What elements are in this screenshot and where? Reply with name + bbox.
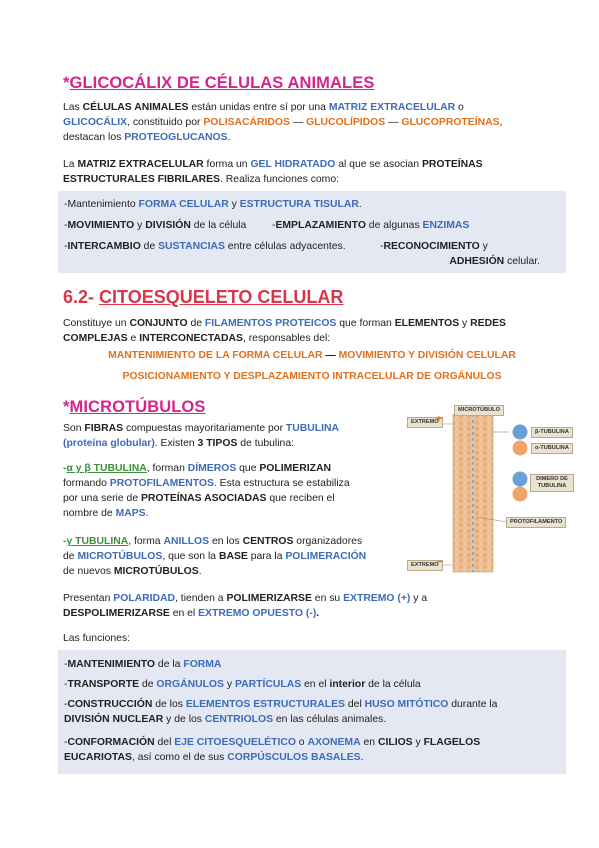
text: DESPOLIMERIZARSE [63, 608, 170, 619]
text: POSICIONAMIENTO Y DESPLAZAMIENTO INTRACELULAR DE ORGÁNULOS [122, 371, 502, 382]
text: de la [155, 659, 184, 670]
text: COMPLEJAS [63, 333, 128, 344]
text: , tienden a [175, 593, 227, 604]
text: - [64, 220, 68, 231]
section-title-citoesqueleto [63, 287, 343, 308]
text: EMPLAZAMIENTO [275, 220, 366, 231]
text: MOVIMIENTO Y DIVISIÓN CELULAR [338, 350, 516, 361]
text: FILAMENTOS PROTEICOS [204, 318, 337, 329]
text: , así como el de sus [131, 752, 228, 763]
text: GLICOCÁLIX [63, 117, 128, 128]
text: destacan los [63, 132, 125, 143]
text: celular. [504, 256, 540, 267]
text: — [322, 350, 339, 361]
text: y [412, 737, 424, 748]
text: POLISACÁRIDOS [203, 117, 290, 128]
text: de [140, 241, 159, 252]
text: en su [311, 593, 344, 604]
text: . [358, 199, 362, 210]
text: de [63, 551, 78, 562]
functions-line-3 [64, 239, 384, 254]
paragraph-glicocalix [63, 100, 543, 145]
text: Las funciones: [63, 633, 131, 644]
section-number: 6.2- [63, 287, 100, 307]
text: del [154, 737, 175, 748]
text: DIVISIÓN [145, 220, 191, 231]
text: -Mantenimiento [64, 199, 139, 210]
text: de algunas [365, 220, 423, 231]
text: CORPÚSCULOS BASALES [227, 752, 361, 763]
text: CENTRIOLOS [204, 714, 274, 725]
text: DIMERO DE TUBULINA [536, 476, 568, 489]
text: y a [410, 593, 428, 604]
text: PROTEÍNAS [421, 159, 483, 170]
text: , forman [146, 463, 188, 474]
text: en los [209, 536, 243, 547]
text: están unidas entre sí por una [188, 102, 329, 113]
text: - [63, 536, 67, 547]
section-title-microtubulos [63, 398, 205, 417]
text: FLAGELOS [423, 737, 481, 748]
text: EUCARIOTAS [64, 752, 132, 763]
text: que forman [336, 318, 395, 329]
text: de [139, 679, 157, 690]
functions-line-1 [64, 197, 564, 212]
text: TRANSPORTE [67, 679, 140, 690]
text: — [289, 117, 307, 128]
text: - [64, 699, 68, 710]
text: INTERCAMBIO [67, 241, 141, 252]
text: PROTEÍNAS ASOCIADAS [140, 493, 267, 504]
text: POLIMERACIÓN [285, 551, 367, 562]
text: y [228, 199, 240, 210]
text: γ TUBULINA [66, 536, 129, 547]
text: CILIOS [377, 737, 413, 748]
beta-tubulin-icon [513, 425, 528, 440]
alpha-tubulin-icon [513, 441, 528, 456]
text: . Realiza funciones como: [220, 174, 340, 185]
text: de [187, 318, 205, 329]
text: PROTOFILAMENTOS [109, 478, 214, 489]
functions-intro [63, 631, 130, 646]
text: Presentan [63, 593, 114, 604]
text: - [64, 659, 68, 670]
text: PROTOFILAMENTO [510, 519, 563, 525]
minus-sign: − [437, 557, 443, 568]
plus-sign: + [436, 414, 442, 425]
text: en el [301, 679, 330, 690]
text: α y β TUBULINA [66, 463, 147, 474]
section-title-glicocalix [63, 74, 374, 93]
text: MAPS [115, 508, 146, 519]
text: - [63, 463, 67, 474]
text: REDES [470, 318, 506, 329]
text: Son [63, 423, 85, 434]
paragraph-matriz [63, 157, 543, 187]
text: y [134, 220, 146, 231]
text: GLUCOLÍPIDOS [306, 117, 386, 128]
text: AXONEMA [307, 737, 361, 748]
text: Constituye un [63, 318, 130, 329]
text: MICROTÚBULOS [113, 566, 199, 577]
text: CENTROS [242, 536, 294, 547]
text: MANTENIMIENTO [67, 659, 156, 670]
text: de nuevos [63, 566, 114, 577]
text: de la célula [365, 679, 421, 690]
label-protofilamento [506, 517, 566, 528]
text: al que se asocian [335, 159, 422, 170]
text: e [127, 333, 140, 344]
text: formando [63, 478, 110, 489]
responsibilities-line-2 [58, 371, 566, 382]
text: EXTREMO (+) [343, 593, 411, 604]
text: PARTÍCULAS [234, 679, 302, 690]
text: POLIMERIZAN [259, 463, 331, 474]
text: (proteína globular) [63, 438, 155, 449]
text: INTERCONECTADAS [139, 333, 243, 344]
text: - [64, 737, 68, 748]
text: de tubulina: [237, 438, 294, 449]
text: CONJUNTO [129, 318, 188, 329]
text: organizadores [293, 536, 363, 547]
text: . Esta estructura se estabiliza [213, 478, 350, 489]
text: FORMA CELULAR [138, 199, 229, 210]
title-text: MICROTÚBULOS [69, 398, 206, 416]
text: . Existen [154, 438, 198, 449]
text: y [459, 318, 471, 329]
responsibilities-line-1 [58, 350, 566, 361]
text: FORMA [183, 659, 222, 670]
text: en [360, 737, 378, 748]
mt-functions-line-1 [64, 657, 559, 672]
text: α-TUBULINA [535, 445, 569, 451]
text: - [64, 679, 68, 690]
text: , que son la [162, 551, 219, 562]
text: MICROTÚBULO [458, 407, 500, 413]
text: BASE [218, 551, 248, 562]
text: CONSTRUCCIÓN [67, 699, 153, 710]
text: RECONOCIMIENTO [383, 241, 480, 252]
text: . [227, 132, 231, 143]
text: — [385, 117, 402, 128]
mt-functions-line-3 [64, 697, 559, 727]
text: EJE CITOESQUELÉTICO [174, 737, 296, 748]
text: FIBRAS [84, 423, 124, 434]
label-alpha-tubulina [531, 443, 573, 454]
title-prefix: * [63, 74, 70, 92]
text: ESTRUCTURA TISULAR [239, 199, 359, 210]
text: POLARIDAD [113, 593, 176, 604]
dimer-top-icon [513, 472, 528, 487]
text: HUSO MITÓTICO [364, 699, 449, 710]
text: GLUCOPROTEÍNAS [401, 117, 500, 128]
text: ADHESIÓN [449, 256, 505, 267]
functions-line-3b [380, 239, 560, 254]
text: EXTREMO [411, 419, 439, 425]
text: o [295, 737, 308, 748]
label-beta-tubulina [531, 427, 573, 438]
text: en el [169, 608, 199, 619]
title-prefix: * [63, 398, 70, 416]
text: que reciben el [266, 493, 335, 504]
text: DÍMEROS [187, 463, 237, 474]
text: y [223, 679, 235, 690]
text: . [316, 608, 320, 619]
text: . [198, 566, 202, 577]
text: para la [247, 551, 286, 562]
text: MATRIZ EXTRACELULAR [77, 159, 204, 170]
paragraph-gamma [63, 534, 393, 579]
text: por una serie de [63, 493, 141, 504]
text: CÉLULAS ANIMALES [82, 102, 189, 113]
text: - [64, 241, 68, 252]
dimer-bottom-icon [513, 487, 528, 502]
text: ESTRUCTURALES FIBRILARES [63, 174, 221, 185]
paragraph-fibras [63, 421, 393, 451]
paragraph-alfa-beta [63, 461, 393, 521]
text: que [236, 463, 260, 474]
text: ENZIMAS [422, 220, 470, 231]
text: forma un [203, 159, 251, 170]
title-text: CITOESQUELETO CELULAR [99, 287, 344, 307]
text: EXTREMO [411, 562, 439, 568]
functions-line-2b [272, 218, 562, 233]
paragraph-polaridad [63, 591, 483, 621]
text: EXTREMO OPUESTO (-) [198, 608, 317, 619]
text: . [360, 752, 364, 763]
text: y de los [163, 714, 205, 725]
text: , responsables del: [242, 333, 331, 344]
text: de la célula [190, 220, 247, 231]
paragraph-citoesqueleto [63, 316, 553, 346]
text: MOVIMIENTO [67, 220, 135, 231]
text: interior [329, 679, 366, 690]
functions-line-4 [380, 254, 540, 269]
text: durante la [448, 699, 498, 710]
text: MANTENIMIENTO DE LA FORMA CELULAR [108, 350, 323, 361]
text: Las [63, 102, 83, 113]
text: , constituido por [127, 117, 204, 128]
text: La [63, 159, 78, 170]
text: TUBULINA [285, 423, 340, 434]
text: nombre de [63, 508, 116, 519]
text: MATRIZ EXTRACELULAR [328, 102, 456, 113]
text: - [380, 241, 384, 252]
text: ANILLOS [163, 536, 210, 547]
text: CONFORMACIÓN [67, 737, 155, 748]
text: ORGÁNULOS [156, 679, 224, 690]
label-microtubulo [454, 405, 504, 416]
text: en las células animales. [273, 714, 387, 725]
text: entre células adyacentes. [224, 241, 346, 252]
text: , [499, 117, 503, 128]
title-text: GLICOCÁLIX DE CÉLULAS ANIMALES [69, 74, 375, 92]
mt-functions-line-5 [64, 735, 559, 765]
microtubule-diagram [403, 402, 583, 580]
text: DIVISIÓN NUCLEAR [64, 714, 164, 725]
text: y [479, 241, 488, 252]
text: β-TUBULINA [535, 429, 569, 435]
text: - [272, 220, 276, 231]
text: o [455, 102, 464, 113]
text: GEL HIDRATADO [250, 159, 336, 170]
label-dimero [530, 474, 574, 492]
text: 3 TIPOS [197, 438, 238, 449]
text: POLIMERIZARSE [226, 593, 312, 604]
text: PROTEOGLUCANOS [124, 132, 228, 143]
text: , forma [128, 536, 164, 547]
text: . [145, 508, 149, 519]
text: MICROTÚBULOS [77, 551, 163, 562]
text: compuestas mayoritariamente por [123, 423, 286, 434]
mt-functions-line-2 [64, 677, 559, 692]
text: del [345, 699, 365, 710]
text: de los [152, 699, 186, 710]
text: ELEMENTOS ESTRUCTURALES [185, 699, 345, 710]
text: ELEMENTOS [394, 318, 460, 329]
text: SUSTANCIAS [158, 241, 225, 252]
